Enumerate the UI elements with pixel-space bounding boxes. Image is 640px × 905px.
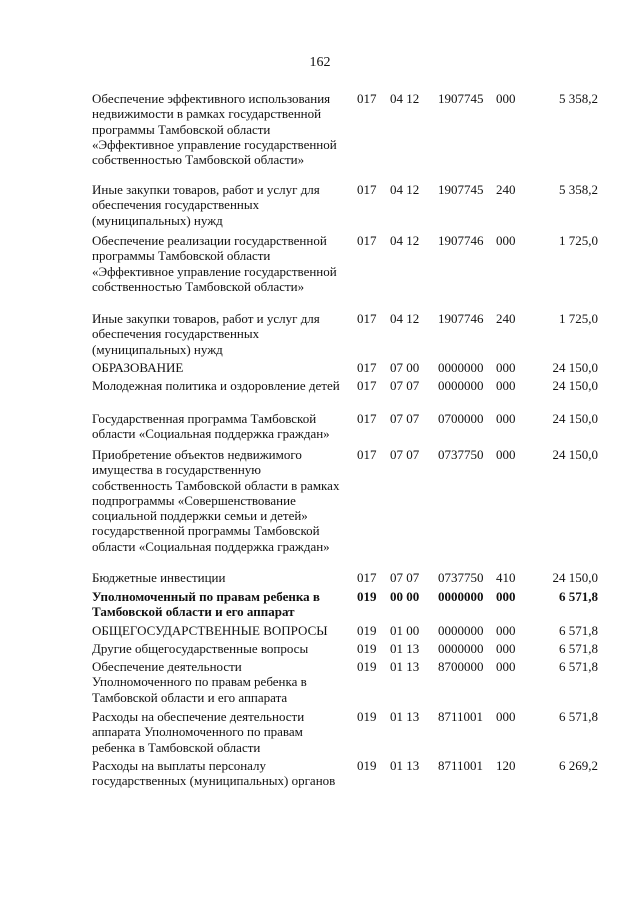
target-code: 1907745 <box>438 91 484 106</box>
amount: 6 269,2 <box>559 758 598 773</box>
row-description: Расходы на обеспечение деятельности аппарата Уполномоченного по правам ребенка в Тамбовской области <box>92 709 305 755</box>
expense-type-code: 000 <box>496 411 516 426</box>
section-code: 00 00 <box>390 589 420 604</box>
section-code: 04 12 <box>390 311 420 326</box>
row-description: Обеспечение деятельности Уполномоченного по правам ребенка в Тамбовской области и его аппарата <box>92 659 307 705</box>
admin-code: 019 <box>357 758 377 773</box>
expense-type-code: 000 <box>496 589 516 604</box>
amount: 6 571,8 <box>559 623 598 638</box>
expense-type-code: 000 <box>496 641 516 656</box>
amount: 6 571,8 <box>559 709 598 724</box>
admin-code: 017 <box>357 182 377 197</box>
section-code: 04 12 <box>390 182 420 197</box>
row-description: Другие общегосударственные вопросы <box>92 641 309 656</box>
row-description: Бюджетные инвестиции <box>92 570 226 585</box>
section-code: 07 00 <box>390 360 420 375</box>
admin-code: 019 <box>357 589 377 604</box>
amount: 6 571,8 <box>559 659 598 674</box>
target-code: 0000000 <box>438 589 484 604</box>
target-code: 8711001 <box>438 709 484 724</box>
expense-type-code: 000 <box>496 233 516 248</box>
row-description: Уполномоченный по правам ребенка в Тамбовской области и его аппарат <box>92 589 320 620</box>
admin-code: 019 <box>357 623 377 638</box>
expense-type-code: 000 <box>496 659 516 674</box>
amount: 1 725,0 <box>559 311 598 326</box>
row-description: Обеспечение эффективного использования недвижимости в рамках государственной программы Тамбовской области «Эффективное управление государственной собственностью Тамбовской области» <box>92 91 337 168</box>
expense-type-code: 240 <box>496 311 516 326</box>
row-description: ОБРАЗОВАНИЕ <box>92 360 184 375</box>
row-description: Иные закупки товаров, работ и услуг для обеспечения государственных (муниципальных) нужд <box>92 311 320 357</box>
section-code: 01 13 <box>390 758 420 773</box>
page-number: 162 <box>309 55 331 70</box>
amount: 24 150,0 <box>552 360 598 375</box>
section-code: 01 13 <box>390 641 420 656</box>
target-code: 1907745 <box>438 182 484 197</box>
row-description: Молодежная политика и оздоровление детей <box>92 378 340 393</box>
target-code: 0000000 <box>438 378 484 393</box>
expense-type-code: 240 <box>496 182 516 197</box>
target-code: 0000000 <box>438 641 484 656</box>
target-code: 0000000 <box>438 360 484 375</box>
admin-code: 017 <box>357 360 377 375</box>
expense-type-code: 000 <box>496 360 516 375</box>
admin-code: 017 <box>357 447 377 462</box>
amount: 24 150,0 <box>552 411 598 426</box>
section-code: 07 07 <box>390 570 420 585</box>
section-code: 01 13 <box>390 709 420 724</box>
target-code: 8711001 <box>438 758 484 773</box>
expense-type-code: 000 <box>496 447 516 462</box>
amount: 6 571,8 <box>559 589 598 604</box>
row-description: Государственная программа Тамбовской области «Социальная поддержка граждан» <box>92 411 330 442</box>
section-code: 01 00 <box>390 623 420 638</box>
admin-code: 017 <box>357 311 377 326</box>
section-code: 04 12 <box>390 233 420 248</box>
admin-code: 017 <box>357 91 377 106</box>
expense-type-code: 000 <box>496 378 516 393</box>
amount: 1 725,0 <box>559 233 598 248</box>
row-description: Иные закупки товаров, работ и услуг для обеспечения государственных (муниципальных) нужд <box>92 182 320 228</box>
amount: 5 358,2 <box>559 91 598 106</box>
amount: 24 150,0 <box>552 447 598 462</box>
admin-code: 019 <box>357 659 377 674</box>
admin-code: 019 <box>357 709 377 724</box>
amount: 6 571,8 <box>559 641 598 656</box>
target-code: 8700000 <box>438 659 484 674</box>
target-code: 1907746 <box>438 233 484 248</box>
expense-type-code: 000 <box>496 91 516 106</box>
target-code: 0700000 <box>438 411 484 426</box>
target-code: 0737750 <box>438 570 484 585</box>
section-code: 07 07 <box>390 411 420 426</box>
expense-type-code: 410 <box>496 570 516 585</box>
target-code: 0737750 <box>438 447 484 462</box>
admin-code: 019 <box>357 641 377 656</box>
row-description: ОБЩЕГОСУДАРСТВЕННЫЕ ВОПРОСЫ <box>92 623 328 638</box>
expense-type-code: 000 <box>496 623 516 638</box>
amount: 5 358,2 <box>559 182 598 197</box>
expense-type-code: 120 <box>496 758 516 773</box>
admin-code: 017 <box>357 570 377 585</box>
amount: 24 150,0 <box>552 378 598 393</box>
admin-code: 017 <box>357 378 377 393</box>
row-description: Расходы на выплаты персоналу государственных (муниципальных) органов <box>92 758 336 789</box>
target-code: 0000000 <box>438 623 484 638</box>
row-description: Приобретение объектов недвижимого имущества в государственную собственность Тамбовской области в рамках подпрограммы «Совершенствование социальной поддержки семьи и детей» государственной программы Тамбовской области «Социальная поддержка граждан» <box>92 447 340 554</box>
section-code: 04 12 <box>390 91 420 106</box>
section-code: 07 07 <box>390 378 420 393</box>
row-description: Обеспечение реализации государственной программы Тамбовской области «Эффективное управление государственной собственностью Тамбовской области» <box>92 233 337 294</box>
expense-type-code: 000 <box>496 709 516 724</box>
section-code: 07 07 <box>390 447 420 462</box>
admin-code: 017 <box>357 233 377 248</box>
admin-code: 017 <box>357 411 377 426</box>
section-code: 01 13 <box>390 659 420 674</box>
target-code: 1907746 <box>438 311 484 326</box>
amount: 24 150,0 <box>552 570 598 585</box>
